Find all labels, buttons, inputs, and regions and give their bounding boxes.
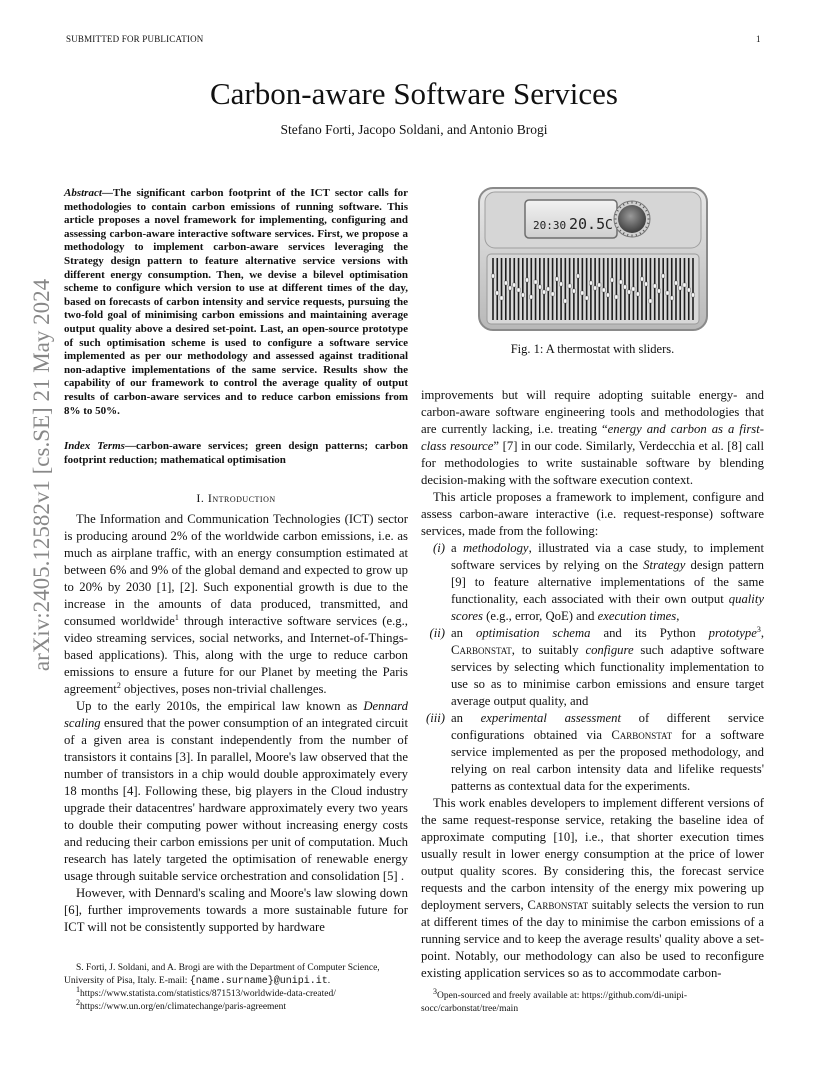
paper-title: Carbon-aware Software Services: [210, 76, 618, 111]
slider-handle: [687, 288, 690, 292]
slider-handle: [504, 281, 507, 285]
slider-handle: [500, 296, 503, 300]
slider-handle: [632, 287, 635, 291]
list-item: [421, 710, 764, 795]
emphasis: methodology: [463, 541, 529, 555]
paragraph: [64, 698, 408, 885]
slider-handle: [691, 293, 694, 297]
slider-handle: [508, 286, 511, 290]
slider-handle: [517, 288, 520, 292]
knob-tick: [615, 214, 617, 215]
emphasis: configure: [585, 643, 634, 657]
text-run: for a software service implemented as per the proposed methodology, and relying on real carbon intensity data and lifelike requests' patterns as contextual data for the experiments.: [451, 728, 764, 793]
text-run: of different service configurations obtained via: [451, 711, 764, 742]
text-run: ” [7] in our code. Similarly, Verdecchia et al. [8] call for methodologies to write sustainable software by blending decision-making with the software execution context.: [421, 439, 764, 487]
abstract-text: —The significant carbon footprint of the ICT sector calls for methodologies to contain carbon emissions of running software. This article proposes a novel framework for implementing, configuring and assessing carbon-aware interactive software services. First, we propose a methodology to implement carbon-aware services leveraging the Strategy design pattern to feature alternative service versions with different energy consumption. Then, we devise a bilevel optimisation scheme to configure which version to use at different times of the day, based on forecasts of carbon intensity and service requests, pursuing the two-fold goal of minimising carbon emissions and maintaining average output quality above a desired set-point. Last, an open-source prototype of such optimisation scheme is used to configure a software service implemented as per our methodology and assessed against traditional non-adaptive implementations of the same service. Results show the capability of our framework to control the average quality of output results of carbon-aware services and to reduce carbon emissions from 8% to 50%.: [64, 187, 408, 417]
thermostat-unit: C: [605, 218, 613, 233]
slider-handle: [534, 280, 537, 284]
text-run: , to suitably: [511, 643, 586, 657]
tool-name: Carbonstat: [451, 643, 512, 657]
thermostat-time: 20:30: [533, 219, 567, 232]
paragraph: [64, 885, 408, 936]
abstract: [64, 187, 408, 418]
figure-caption: Fig. 1: A thermostat with sliders.: [510, 342, 675, 356]
knob-tick: [636, 202, 637, 204]
text-run: (e.g., error, QoE) and: [482, 609, 598, 623]
slider-handle: [559, 282, 562, 286]
slider-handle: [657, 289, 660, 293]
item-label: (ii): [429, 626, 445, 640]
page-number: 1: [756, 34, 761, 44]
footnote-link[interactable]: Open-sourced and freely available at: https://github.com/di-unipi-socc/carbonstat/tree/main: [421, 991, 688, 1014]
paragraph: [421, 387, 764, 489]
right-body: [421, 387, 764, 982]
slider-handle: [619, 280, 622, 284]
text-run: , illustrated via a case study, to implement software services by relying on the: [451, 541, 764, 572]
tool-name: Carbonstat: [527, 898, 589, 912]
knob-tick: [647, 223, 649, 224]
paragraph: [64, 511, 408, 698]
email: {name.surname}@unipi.it: [189, 975, 328, 987]
emphasis: Strategy: [643, 558, 686, 572]
thermostat-knob: [618, 205, 646, 233]
text-run: The Information and Communication Technologies (ICT) sector is producing around 2% of the worldwide carbon emissions, i.e. as much as airplane traffic, with an energy consumption estimated at between 6% and 9% of the global demand and expected to grow up to 20% by 2030 [1], [2]. Such exponential growth is due to the increase in the amounts of data produced, transmitted, and consumed worldwide: [64, 512, 408, 628]
index-terms-text: —carbon-aware services; green design patterns; carbon footprint reduction; mathematical optimisation: [64, 440, 408, 466]
slider-handle: [555, 277, 558, 281]
footnote-link[interactable]: https://www.un.org/en/climatechange/paris-agreement: [80, 1001, 287, 1012]
slider-handle: [581, 291, 584, 295]
slider-handle: [585, 296, 588, 300]
slider-handle: [679, 286, 682, 290]
text-run: suitably selects the version to run at different times of the day to minimise the carbon emissions of a running service and to keep the average results' quality above a set-point. Notably, our methodology can also be used to reconfigure existing application services so as to accommodate carbon-: [421, 898, 764, 980]
tool-name: Carbonstat: [611, 728, 673, 742]
slider-handle: [636, 292, 639, 296]
list-item: [421, 625, 764, 710]
footnotes-right: [421, 986, 764, 1015]
slider-handle: [530, 295, 533, 299]
footnote-mark: 3: [433, 986, 437, 996]
footnote-link[interactable]: https://www.statista.com/statistics/871513/worldwide-data-created/: [80, 989, 336, 999]
slider-handle: [623, 285, 626, 289]
thermostat-figure: [477, 186, 709, 332]
abstract-label: Abstract: [64, 187, 102, 199]
slider-handle: [611, 278, 614, 282]
slider-handle: [521, 293, 524, 297]
emphasis: Dennard scaling: [64, 699, 408, 730]
section-number: I.: [196, 491, 205, 505]
text-run: objectives, poses non-trivial challenges.: [120, 682, 327, 696]
slider-handle: [525, 278, 528, 282]
contribution-list: [421, 540, 764, 795]
thermostat-illustration: [477, 186, 709, 332]
text-run: a: [451, 541, 464, 555]
text-run: ensured that the power consumption of an integrated circuit of a given area is constant independently from the number of transistors it contains [3]. In parallel, Moore's law observed that the number of transistors in a chip would double approximately every 18 months [4]. Following these, big players in the Cloud industry upgrade their datacentres' hardware approximately every two years to double their computing power without increasing energy costs and reducing their carbon emissions per unit of computation. Much research has lately targeted the optimisation of renewable energy usage through suitable service orchestration and consolidation [5] .: [64, 716, 408, 883]
knob-tick: [627, 234, 628, 236]
text-run: an: [451, 711, 481, 725]
slider-handle: [589, 281, 592, 285]
knob-tick: [627, 202, 628, 204]
intro-body: [64, 511, 408, 936]
knob-tick: [636, 234, 637, 236]
text-run: and its Python: [590, 626, 709, 640]
index-terms-label: Index Terms: [64, 440, 125, 452]
emphasis: quality scores: [451, 592, 764, 623]
slider-handle: [602, 288, 605, 292]
slider-handle: [598, 283, 601, 287]
text-run: ,: [760, 626, 764, 640]
emphasis: energy and carbon as a first-class resource: [421, 422, 764, 453]
footnote-1: [64, 984, 408, 1001]
slider-handle: [496, 291, 499, 295]
arxiv-id: arXiv:2405.12582v1 [cs.SE] 21 May 2024: [29, 278, 54, 672]
text-run: design pattern [9] to feature alternative implementations of the same functionality, each associated with their own output: [451, 558, 765, 606]
arxiv-stamp: [28, 278, 56, 672]
slider-handle: [551, 292, 554, 296]
slider-handle: [491, 274, 494, 278]
text-run: However, with Dennard's scaling and Moore's law slowing down [6], further improvements towards a more sustainable future for ICT will not be consistently supported by hardware: [64, 886, 408, 934]
slider-handle: [645, 282, 648, 286]
slider-handle: [653, 284, 656, 288]
slider-handle: [670, 296, 673, 300]
footnote-2: [64, 997, 408, 1014]
text-run: ,: [676, 609, 680, 623]
text-run: an: [451, 626, 476, 640]
footnote-mark: 2: [76, 997, 80, 1007]
item-label: (iii): [425, 711, 445, 725]
slider-handle: [674, 281, 677, 285]
index-terms: [64, 440, 408, 467]
thermostat-temp: 20.5: [569, 215, 606, 233]
knob-tick: [615, 223, 617, 224]
emphasis: experimental assessment: [480, 711, 621, 725]
slider-handle: [594, 286, 597, 290]
slider-handle: [640, 277, 643, 281]
slider-handle: [564, 299, 567, 303]
item-label: (i): [433, 541, 445, 555]
slider-handle: [572, 289, 575, 293]
affiliation-note: [64, 962, 408, 988]
authors: Stefano Forti, Jacopo Soldani, and Antonio Brogi: [280, 122, 548, 137]
slider-handle: [606, 293, 609, 297]
text-run: improvements but will require adopting suitable energy- and carbon-aware software engineering tools and methodologies that are currently lacking, i.e. treating “: [421, 388, 764, 436]
slider-handle: [538, 285, 541, 289]
text-run: such adaptive software services by selecting which functionality implementation to use so as to minimise carbon emissions and ensure target average output quality, and: [451, 643, 764, 708]
text-run: Up to the early 2010s, the empirical law known as: [76, 699, 364, 713]
running-header: SUBMITTED FOR PUBLICATION: [66, 34, 204, 44]
text-run: S. Forti, J. Soldani, and A. Brogi are with the Department of Computer Science, University of Pisa, Italy. E-mail:: [64, 963, 380, 986]
knob-tick: [647, 214, 649, 215]
paragraph: [421, 795, 764, 982]
text-run: This work enables developers to implement different versions of the same request-response service, retaking the baseline idea of approximate computing [10], i.e., that shorter execution times usually result in lower energy consumption at the price of lower output quality scores. By considering this, the forecast service requests and the carbon intensity of the energy mix powering up deployment servers,: [421, 796, 764, 912]
paragraph: This article proposes a framework to implement, configure and assess carbon-aware interactive (i.e. request-response) software services, made from the following:: [421, 490, 764, 538]
footnote-ref: 1: [174, 612, 179, 622]
slider-handle: [577, 274, 580, 278]
section-heading: [64, 491, 408, 506]
slider-handle: [666, 291, 669, 295]
emphasis: optimisation schema: [475, 626, 591, 640]
emphasis: execution times: [597, 609, 677, 623]
slider-handle: [547, 287, 550, 291]
slider-handle: [662, 274, 665, 278]
slider-handle: [615, 295, 618, 299]
section-title: Introduction: [207, 491, 276, 505]
slider-handle: [649, 299, 652, 303]
slider-handle: [542, 290, 545, 294]
list-item: [421, 540, 764, 625]
footnotes-left: [64, 962, 408, 1013]
slider-handle: [513, 283, 516, 287]
footnote-3: [421, 986, 764, 1015]
footnote-mark: 1: [76, 984, 80, 994]
slider-handle: [683, 283, 686, 287]
footnote-ref: 2: [116, 680, 121, 690]
emphasis: prototype: [708, 626, 757, 640]
text-run: through interactive software services (e.g., video streaming services, social networks, and Internet-of-Things-based applications). This, along with the urge to reduce carbon emissions to ensure a future for our Planet by meeting the Paris agreement: [64, 614, 408, 696]
text-run: .: [327, 975, 331, 986]
slider-handle: [628, 290, 631, 294]
slider-handle: [568, 284, 571, 288]
footnote-ref: 3: [756, 624, 761, 634]
